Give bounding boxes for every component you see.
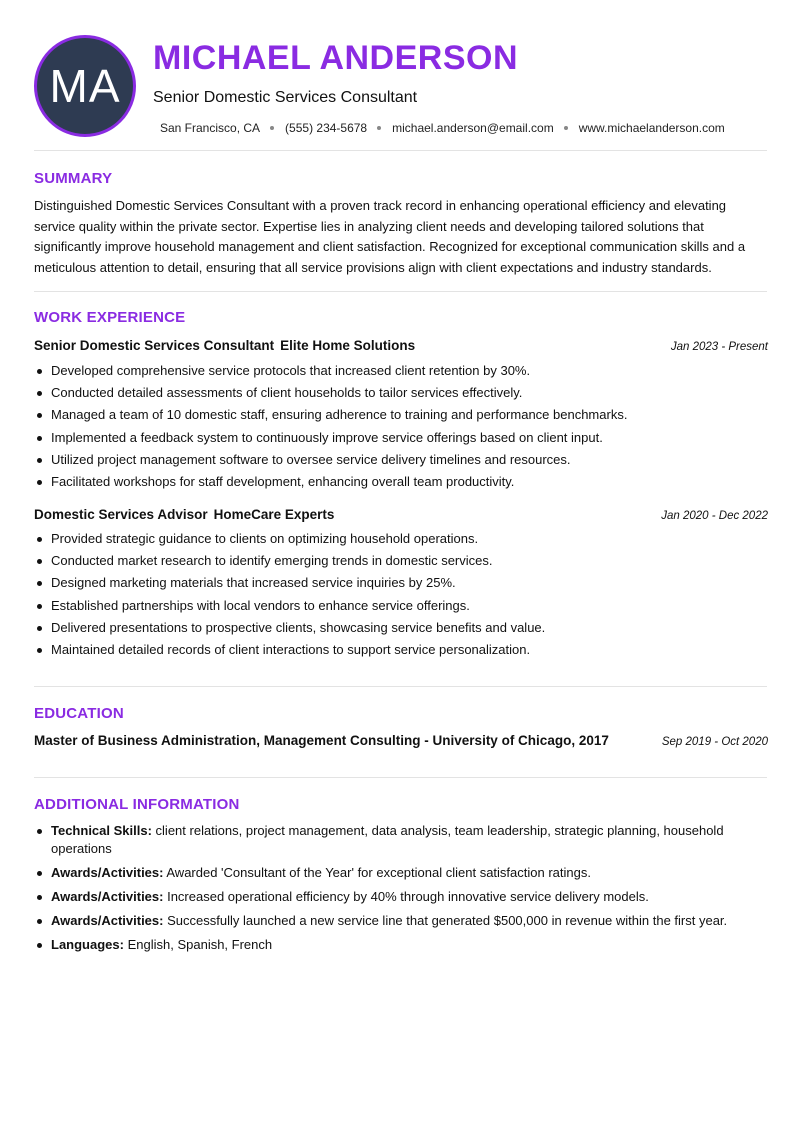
summary-text: Distinguished Domestic Services Consultant with a proven track record in enhancing operational efficiency and elevating service quality within the private sector. Expertise lies in analyzing client needs and developing tailored solutions that significantly improve household management and client satisfaction. Recognized for exceptional communication skills and a meticulous attention to detail, ensuring that all service provisions align with client expectations and industry standards. (34, 198, 746, 275)
contact-location: San Francisco, CA (160, 121, 261, 135)
section-divider (34, 777, 767, 778)
avatar-initials: MA (49, 60, 121, 112)
separator-dot-icon (564, 126, 568, 130)
additional-heading: ADDITIONAL INFORMATION (34, 796, 240, 813)
item-label: Awards/Activities: (51, 889, 164, 904)
item-text: client relations, project management, data analysis, team leadership, strategic planning, household operations (51, 823, 724, 856)
item-label: Languages: (51, 937, 124, 952)
contact-line (160, 120, 725, 136)
candidate-name: MICHAEL ANDERSON (153, 39, 519, 77)
avatar (34, 35, 136, 137)
job-company: HomeCare Experts (213, 507, 335, 522)
item-label: Awards/Activities: (51, 865, 164, 880)
job-dates: Jan 2023 - Present (670, 341, 768, 353)
list-item: Managed a team of 10 domestic staff, ensuring adherence to training and performance benchmarks. (34, 407, 768, 423)
item-label: Awards/Activities: (51, 913, 164, 928)
additional-list (34, 822, 754, 960)
job-position: Senior Domestic Services Consultant (34, 338, 275, 353)
job-header (34, 338, 768, 353)
contact-website[interactable]: www.michaelanderson.com (578, 121, 725, 135)
job-position: Domestic Services Advisor (34, 507, 208, 522)
list-item: Developed comprehensive service protocols that increased client retention by 30%. (34, 363, 768, 379)
list-item: Provided strategic guidance to clients on optimizing household operations. (34, 531, 768, 547)
experience-heading: WORK EXPERIENCE (34, 309, 186, 326)
job-dates: Jan 2020 - Dec 2022 (661, 510, 768, 522)
job-bullets (34, 531, 768, 664)
contact-phone: (555) 234-5678 (285, 121, 368, 135)
education-degree: Master of Business Administration, Management Consulting - University of Chicago, 2017 (34, 733, 609, 748)
separator-dot-icon (270, 126, 274, 130)
list-item: Utilized project management software to oversee service delivery timelines and resources. (34, 452, 768, 468)
job-title (34, 507, 334, 522)
item-text: Awarded 'Consultant of the Year' for exceptional client satisfaction ratings. (166, 865, 591, 880)
education-heading: EDUCATION (34, 705, 124, 722)
list-item (34, 912, 754, 930)
candidate-role: Senior Domestic Services Consultant (153, 89, 418, 106)
item-label: Technical Skills: (51, 823, 152, 838)
item-text: English, Spanish, French (127, 937, 273, 952)
list-item (34, 936, 754, 954)
list-item: Implemented a feedback system to continuously improve service offerings based on client input. (34, 430, 768, 446)
list-item (34, 822, 754, 858)
job-header (34, 507, 768, 522)
job-company: Elite Home Solutions (280, 338, 416, 353)
item-text: Increased operational efficiency by 40% through innovative service delivery models. (167, 889, 649, 904)
section-divider (34, 686, 767, 687)
list-item: Designed marketing materials that increased service inquiries by 25%. (34, 575, 768, 591)
job-title (34, 338, 415, 353)
list-item: Conducted market research to identify emerging trends in domestic services. (34, 553, 768, 569)
education-entry (34, 733, 768, 748)
summary-heading: SUMMARY (34, 170, 113, 187)
list-item: Conducted detailed assessments of client households to tailor services effectively. (34, 385, 768, 401)
separator-dot-icon (377, 126, 381, 130)
section-divider (34, 291, 767, 292)
list-item: Delivered presentations to prospective clients, showcasing service benefits and value. (34, 620, 768, 636)
list-item: Maintained detailed records of client interactions to support service personalization. (34, 642, 768, 658)
contact-email[interactable]: michael.anderson@email.com (392, 121, 554, 135)
job-bullets (34, 363, 768, 496)
list-item (34, 864, 754, 882)
item-text: Successfully launched a new service line that generated $500,000 in revenue within the first year. (167, 913, 728, 928)
list-item (34, 888, 754, 906)
section-divider (34, 150, 767, 151)
list-item: Established partnerships with local vendors to enhance service offerings. (34, 598, 768, 614)
list-item: Facilitated workshops for staff development, enhancing overall team productivity. (34, 474, 768, 490)
education-dates: Sep 2019 - Oct 2020 (661, 736, 768, 748)
